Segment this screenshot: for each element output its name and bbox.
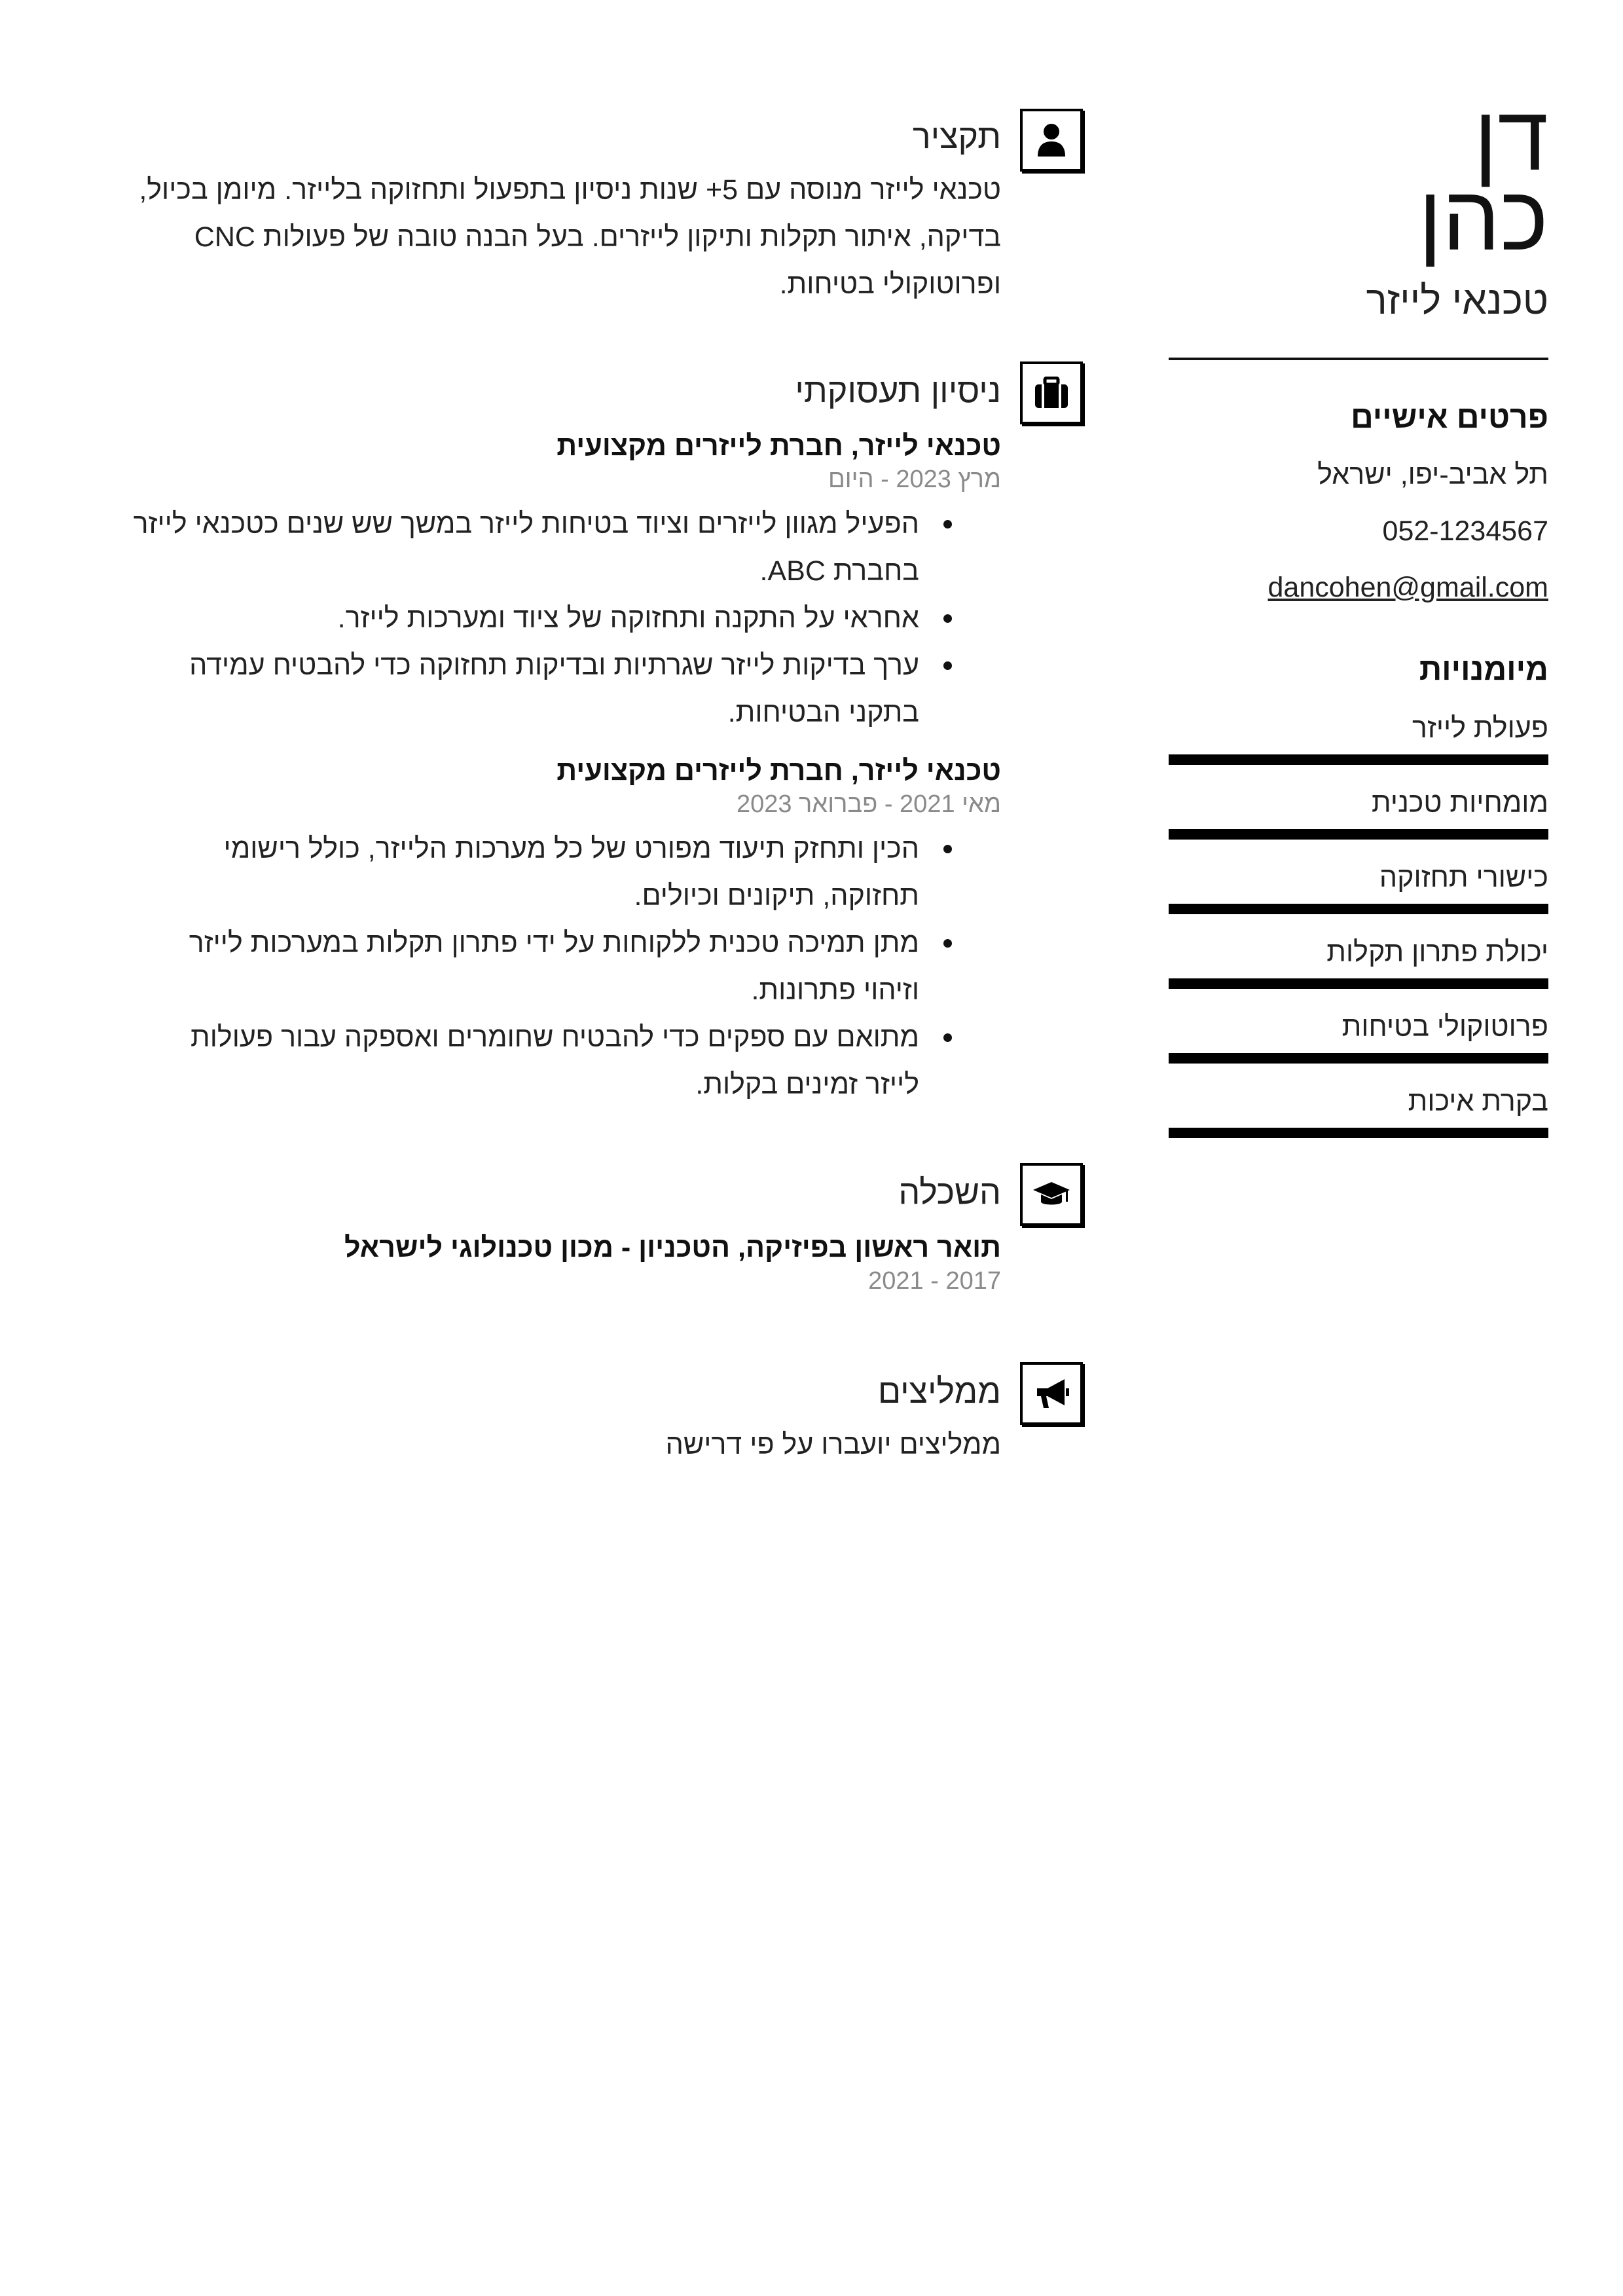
skill-item (1169, 935, 1548, 989)
bullet-item (134, 500, 919, 595)
briefcase-icon (1020, 361, 1083, 424)
personal-details-heading: פרטים אישיים (1351, 400, 1548, 435)
skill-item (1169, 1010, 1548, 1064)
experience-heading: ניסיון תעסוקתי (795, 372, 1001, 410)
bullet-line: הכין ותחזק תיעוד מפורט של כל מערכות הלייזר, כולל רישומי (223, 833, 919, 864)
skill-level-bar (1169, 904, 1548, 914)
job-entry (134, 428, 1001, 736)
skills-list (1169, 711, 1548, 1138)
education-section (344, 1172, 1001, 1297)
phone-number: 052-1234567 (1382, 515, 1548, 547)
skill-level-bar (1169, 754, 1548, 765)
job-dates: מאי 2021 - פברואר 2023 (736, 790, 1001, 818)
bullet-line: ערך בדיקות לייזר שגרתיות ובדיקות תחזוקה כדי להבטיח עמידה (189, 650, 919, 681)
job-dates: מרץ 2023 - היום (828, 466, 1001, 493)
summary-line: טכנאי לייזר מנוסה עם 5+ שנות ניסיון בתפעול ותחזוקה בלייזר. מיומן בכיול, (139, 174, 1001, 206)
bullet-item (134, 1014, 919, 1108)
megaphone-icon (1020, 1362, 1083, 1425)
summary-heading: תקציר (912, 118, 1001, 156)
job-bullets (134, 500, 1001, 736)
skill-label: פרוטוקולי בטיחות (1341, 1011, 1548, 1043)
summary-text (139, 166, 1001, 308)
bullet-item (134, 642, 919, 736)
bullet-line: תחזוקה, תיקונים וכיולים. (634, 880, 919, 912)
skill-level-bar (1169, 978, 1548, 989)
skill-item (1169, 861, 1548, 914)
skill-label: כישורי תחזוקה (1379, 862, 1548, 893)
skill-item (1169, 786, 1548, 840)
references-heading: ממליצים (877, 1373, 1001, 1411)
sidebar-divider (1169, 358, 1548, 360)
job-title: טכנאי לייזר, חברת לייזרים מקצועית (556, 755, 1001, 787)
bullet-line: אחראי על התקנה ותחזוקה של ציוד ומערכות לייזר. (337, 602, 919, 634)
first-name: דן (1474, 86, 1548, 189)
skill-label: בקרת איכות (1408, 1086, 1548, 1117)
job-bullets (134, 825, 1001, 1108)
skill-item (1169, 711, 1548, 765)
summary-section (139, 117, 1001, 308)
education-dates: 2017 - 2021 (868, 1267, 1001, 1295)
location: תל אביב-יפו, ישראל (1317, 459, 1548, 491)
experience-section (134, 371, 1001, 1108)
degree-title: תואר ראשון בפיזיקה, הטכניון - מכון טכנולוגי לישראל (344, 1232, 1001, 1263)
last-name: כהן (1418, 166, 1548, 269)
job-title: טכנאי לייזר, חברת לייזרים מקצועית (556, 430, 1001, 462)
education-heading: השכלה (898, 1174, 1001, 1212)
sidebar (1169, 86, 1548, 1138)
bullet-item (134, 825, 919, 919)
bullet-line: לייזר זמינים בקלות. (695, 1069, 919, 1100)
job-role: טכנאי לייזר (1366, 278, 1548, 322)
references-text: ממליצים יועברו על פי דרישה (665, 1429, 1001, 1460)
summary-line: בדיקה, איתור תקלות ותיקון לייזרים. בעל הבנה טובה של פעולות CNC (194, 221, 1001, 253)
skill-item (1169, 1084, 1548, 1138)
skills-heading: מיומנויות (1419, 652, 1548, 687)
skill-level-bar (1169, 829, 1548, 840)
skill-level-bar (1169, 1128, 1548, 1138)
bullet-item (134, 595, 919, 642)
bullet-line: בחברת ABC. (759, 555, 919, 587)
skill-label: מומחיות טכנית (1372, 787, 1548, 819)
bullet-line: מתואם עם ספקים כדי להבטיח שחומרים ואספקה עבור פעולות (191, 1022, 919, 1053)
user-icon (1020, 109, 1083, 172)
bullet-line: בתקני הבטיחות. (727, 697, 919, 728)
skill-label: פעולת לייזר (1412, 713, 1548, 744)
bullet-item (134, 919, 919, 1014)
email-link[interactable]: dancohen@gmail.com (1267, 572, 1548, 603)
bullet-line: הפעיל מגוון לייזרים וציוד בטיחות לייזר במשך שש שנים כטכנאי לייזר (133, 508, 919, 540)
graduation-cap-icon (1020, 1163, 1083, 1226)
job-entry (134, 753, 1001, 1108)
references-section (666, 1371, 1001, 1468)
skill-level-bar (1169, 1053, 1548, 1064)
summary-line: ופרוטוקולי בטיחות. (779, 268, 1001, 300)
skill-label: יכולת פתרון תקלות (1326, 936, 1548, 968)
bullet-line: וזיהוי פתרונות. (751, 974, 919, 1006)
bullet-line: מתן תמיכה טכנית ללקוחות על ידי פתרון תקלות במערכות לייזר (189, 927, 919, 959)
